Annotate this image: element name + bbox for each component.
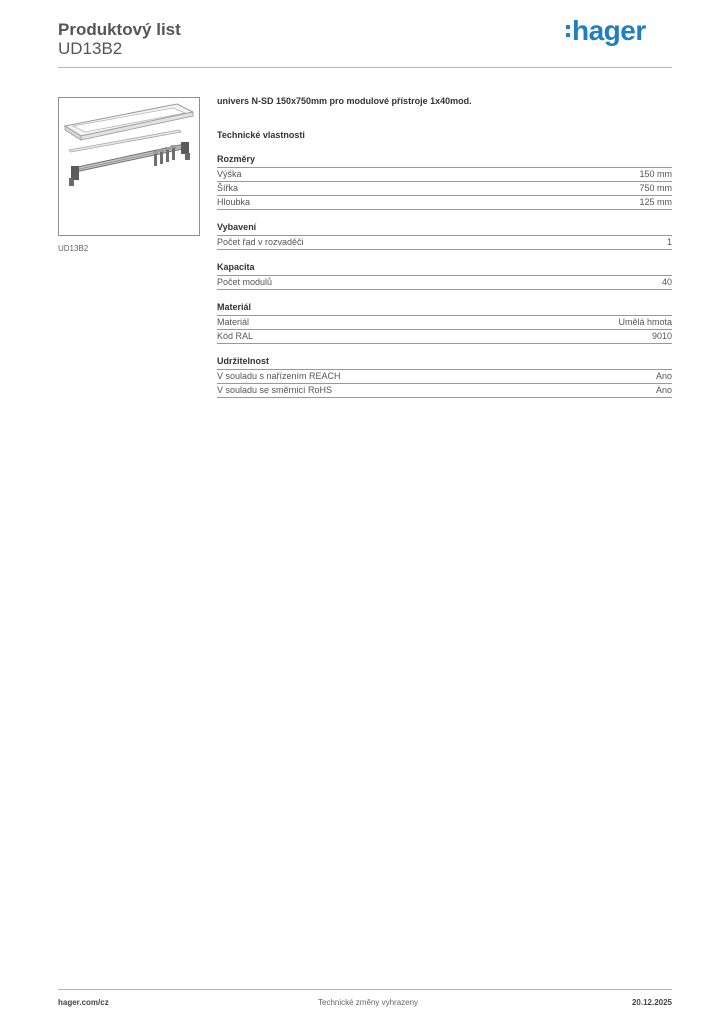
logo-wordmark: hager: [572, 15, 646, 46]
spec-value: 750 mm: [639, 183, 672, 193]
spec-row: [217, 182, 672, 196]
section-title: Vybavení: [217, 222, 672, 236]
spec-row: [217, 384, 672, 398]
spec-value: 150 mm: [639, 169, 672, 179]
header-divider: [58, 67, 672, 68]
footer-website: hager.com/cz: [58, 998, 109, 1007]
footer-date: 20.12.2025: [631, 998, 672, 1007]
spec-label: Počet modulů: [217, 277, 273, 287]
spec-value: 40: [661, 277, 672, 287]
spec-row: [217, 330, 672, 344]
logo-dots: [566, 25, 570, 41]
section-title: Rozměry: [217, 154, 672, 168]
image-caption: UD13B2: [58, 244, 89, 253]
footer-divider: [58, 989, 672, 990]
product-code: UD13B2: [58, 39, 123, 58]
section-dimensions: [217, 154, 672, 210]
spec-row: [217, 196, 672, 210]
spec-value: Ano: [655, 385, 672, 395]
spec-label: Počet řad v rozvaděči: [217, 237, 304, 247]
section-title: Kapacita: [217, 262, 672, 276]
spec-row: [217, 316, 672, 330]
spec-label: V souladu s nařízením REACH: [217, 371, 341, 381]
section-equipment: [217, 222, 672, 250]
spec-value: 9010: [651, 331, 672, 341]
spec-row: [217, 168, 672, 182]
section-title: Materiál: [217, 302, 672, 316]
section-sustainability: [217, 356, 672, 398]
document-title: Produktový list: [58, 20, 181, 39]
spec-value: 125 mm: [639, 197, 672, 207]
spec-value: Umělá hmota: [618, 317, 672, 327]
section-title: Udržitelnost: [217, 356, 672, 370]
spec-row: [217, 370, 672, 384]
product-description: univers N-SD 150x750mm pro modulové přístroje 1x40mod.: [217, 96, 472, 106]
product-illustration: [59, 98, 199, 235]
spec-row: [217, 236, 672, 250]
technical-properties-heading: Technické vlastnosti: [217, 130, 305, 140]
spec-label: Hloubka: [217, 197, 251, 207]
section-capacity: [217, 262, 672, 290]
spec-label: Výška: [217, 169, 242, 179]
spec-label: Šířka: [217, 183, 239, 193]
spec-value: Ano: [655, 371, 672, 381]
spec-label: Kód RAL: [217, 331, 254, 341]
specifications-panel: [217, 96, 672, 410]
spec-row: [217, 276, 672, 290]
product-image: [58, 97, 200, 236]
spec-value: 1: [666, 237, 672, 247]
spec-label: Materiál: [217, 317, 250, 327]
footer-notice: Technické změny vyhrazeny: [318, 998, 419, 1007]
spec-label: V souladu se směrnicí RoHS: [217, 385, 333, 395]
section-material: [217, 302, 672, 344]
